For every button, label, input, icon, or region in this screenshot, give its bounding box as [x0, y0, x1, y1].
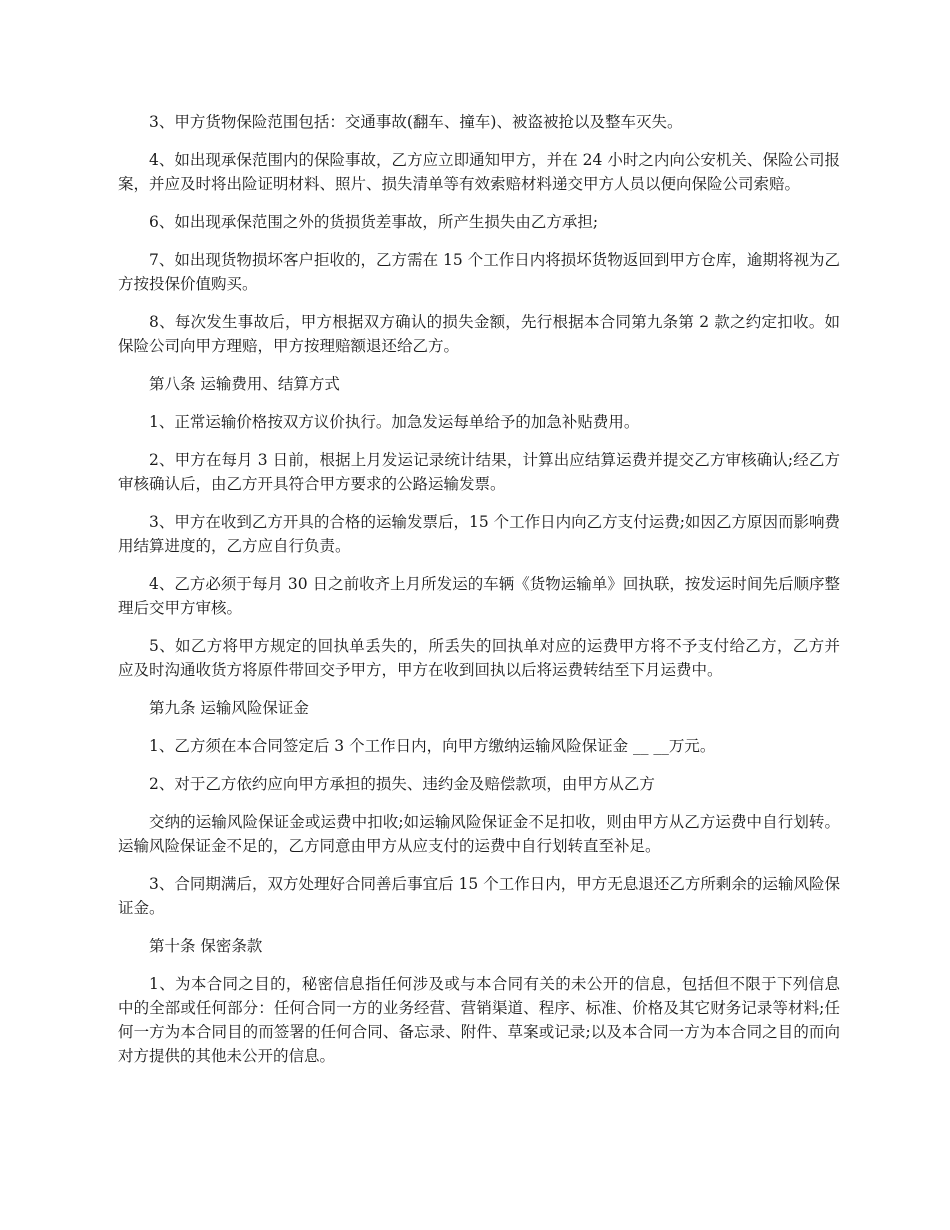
clause-9-3: 3、合同期满后，双方处理好合同善后事宜后 15 个工作日内，甲方无息退还乙方所剩余的运输风险保证金。 [118, 875, 840, 917]
clause-8-3: 3、甲方在收到乙方开具的合格的运输发票后，15 个工作日内向乙方支付运费;如因乙方原因而影响费用结算进度的，乙方应自行负责。 [118, 513, 840, 555]
clause-9-2-continued: 交纳的运输风险保证金或运费中扣收;如运输风险保证金不足扣收，则由甲方从乙方运费中自行划转。运输风险保证金不足的，乙方同意由甲方从应支付的运费中自行划转直至补足。 [118, 813, 840, 855]
article-9-heading: 第九条 运输风险保证金 [149, 699, 309, 717]
clause-7-6: 6、如出现承保范围之外的货损货差事故，所产生损失由乙方承担; [149, 213, 599, 231]
clause-8-2: 2、甲方在每月 3 日前，根据上月发运记录统计结果，计算出应结算运费并提交乙方审核确认;经乙方审核确认后，由乙方开具符合甲方要求的公路运输发票。 [118, 451, 840, 493]
clause-9-2: 2、对于乙方依约应向甲方承担的损失、违约金及赔偿款项，由甲方从乙方 [149, 775, 655, 793]
clause-7-3: 3、甲方货物保险范围包括：交通事故(翻车、撞车)、被盗被抢以及整车灭失。 [149, 113, 683, 131]
clause-8-4: 4、乙方必须于每月 30 日之前收齐上月所发运的车辆《货物运输单》回执联，按发运时间先后顺序整理后交甲方审核。 [118, 575, 840, 617]
clause-10-1: 1、为本合同之目的，秘密信息指任何涉及或与本合同有关的未公开的信息，包括但不限于下列信息中的全部或任何部分：任何合同一方的业务经营、营销渠道、程序、标准、价格及其它财务记录等材料;任何一方为本合同目的而签署的任何合同、备忘录、附件、草案或记录;以及本合同一方为本合同之目的而向对方提供的其他未公开的信息。 [118, 975, 840, 1065]
clause-7-4: 4、如出现承保范围内的保险事故，乙方应立即通知甲方，并在 24 小时之内向公安机关、保险公司报案，并应及时将出险证明材料、照片、损失清单等有效索赔材料递交甲方人员以便向保险公司索赔。 [118, 151, 840, 193]
clause-9-1: 1、乙方须在本合同签定后 3 个工作日内，向甲方缴纳运输风险保证金 __ __万元。 [149, 737, 716, 755]
document-body [118, 110, 840, 1082]
article-10-heading: 第十条 保密条款 [149, 937, 263, 955]
clause-7-7: 7、如出现货物损坏客户拒收的，乙方需在 15 个工作日内将损坏货物返回到甲方仓库，逾期将视为乙方按投保价值购买。 [118, 251, 840, 293]
clause-7-8: 8、每次发生事故后，甲方根据双方确认的损失金额，先行根据本合同第九条第 2 款之约定扣收。如保险公司向甲方理赔，甲方按理赔额退还给乙方。 [118, 313, 840, 355]
article-8-heading: 第八条 运输费用、结算方式 [149, 375, 340, 393]
clause-8-5: 5、如乙方将甲方规定的回执单丢失的，所丢失的回执单对应的运费甲方将不予支付给乙方，乙方并应及时沟通收货方将原件带回交予甲方，甲方在收到回执以后将运费转结至下月运费中。 [118, 637, 840, 679]
clause-8-1: 1、正常运输价格按双方议价执行。加急发运每单给予的加急补贴费用。 [149, 413, 640, 431]
